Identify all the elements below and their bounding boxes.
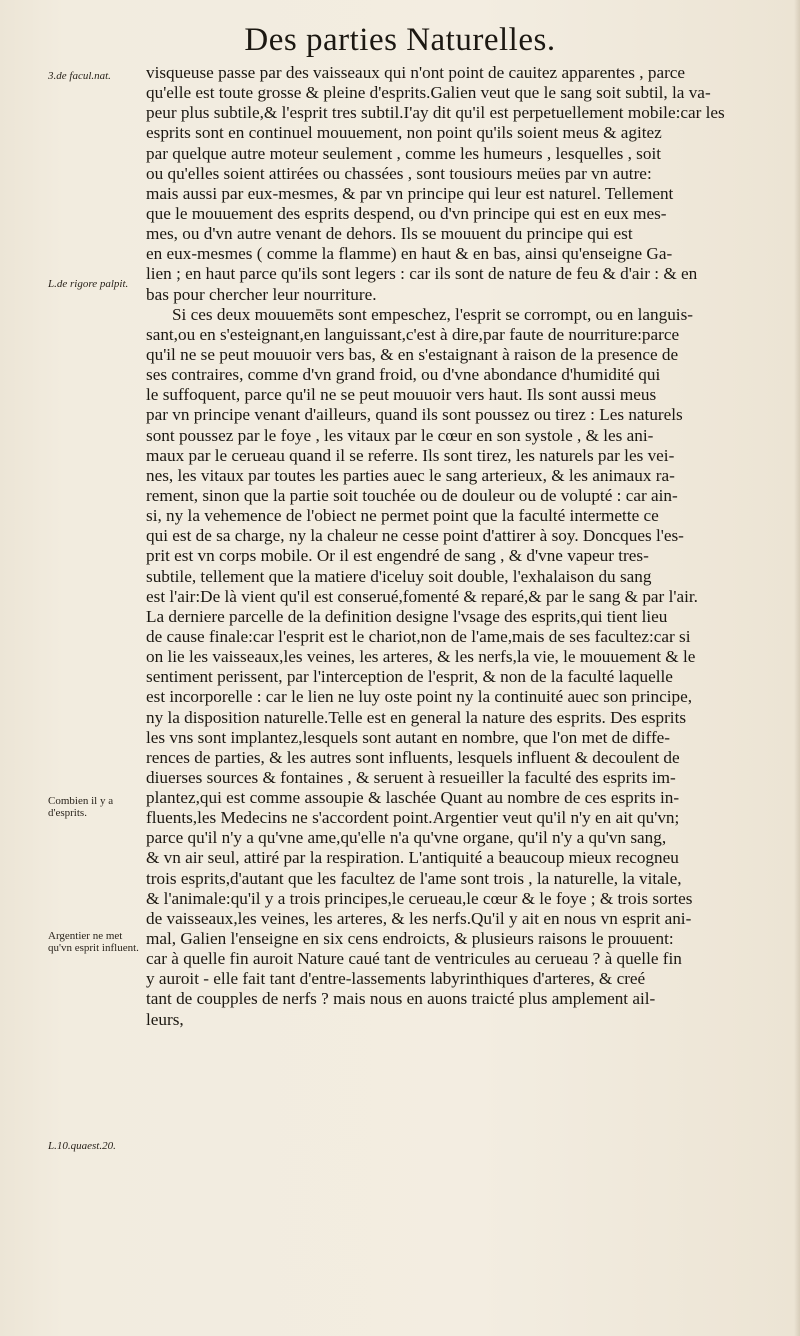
body-text-line: & l'animale:qu'il y a trois principes,le cerueau,le cœur & le foye ; & trois sortes bbox=[146, 888, 693, 908]
body-text-line: si, ny la vehemence de l'obiect ne permet point que la faculté intermette ce bbox=[146, 506, 659, 526]
body-text-line: rement, sinon que la partie soit touchée ou de douleur ou de volupté : car ain- bbox=[146, 485, 678, 505]
body-text-line: est l'air:De là vient qu'il est conserué,fomenté & reparé,& par le sang & par l'air. bbox=[146, 586, 698, 606]
body-text-line: tant de coupples de nerfs ? mais nous en auons traicté plus amplement ail- bbox=[146, 989, 656, 1009]
body-text-line: lien ; en haut parce qu'ils sont legers : car ils sont de nature de feu & d'air : & en bbox=[146, 264, 698, 284]
body-text-line: mes, ou d'vn autre venant de dehors. Ils se mouuent du principe qui est bbox=[146, 224, 633, 244]
body-text-line: mal, Galien l'enseigne en six cens endroicts, & plusieurs raisons le prouuent: bbox=[146, 929, 674, 949]
body-text-line: mais aussi par eux-mesmes, & par vn principe qui leur est naturel. Tellement bbox=[146, 183, 674, 203]
body-text-line: prit est vn corps mobile. Or il est engendré de sang , & d'vne vapeur tres- bbox=[146, 546, 649, 566]
body-text-line: est incorporelle : car le lien ne luy oste point ny la continuité auec son principe, bbox=[146, 687, 693, 707]
body-text-line: trois esprits,d'autant que les facultez de l'ame sont trois , la naturelle, la vitale, bbox=[146, 868, 682, 888]
body-text-line: sont poussez par le foye , les vitaux par le cœur en son systole , & les ani- bbox=[146, 425, 654, 445]
body-text-line: ses contraires, comme d'vn grand froid, ou d'vne abondance d'humidité qui bbox=[146, 365, 661, 385]
body-text-line: les vns sont implantez,lesquels sont autant en nombre, que l'on met de diffe- bbox=[146, 727, 671, 747]
body-text-line: sant,ou en s'esteignant,en languissant,c'est à dire,par faute de nourriture:parce bbox=[146, 324, 680, 344]
body-text-line: maux par le cerueau quand il se referre. Ils sont tirez, les naturels par les vei- bbox=[146, 445, 675, 465]
body-text-line: La derniere parcelle de la definition designe l'vsage des esprits,qui tient lieu bbox=[146, 606, 668, 626]
body-text-block bbox=[146, 63, 794, 1030]
body-text-line: esprits sont en continuel mouuement, non point qu'ils soient meus & agitez bbox=[146, 123, 662, 143]
body-text-line: le suffoquent, parce qu'il ne se peut mouuoir vers haut. Ils sont aussi meus bbox=[146, 385, 657, 405]
body-text-line: de cause finale:car l'esprit est le chariot,non de l'ame,mais de ses facultez:car si bbox=[146, 626, 691, 646]
body-text-line: qu'il ne se peut mouuoir vers bas, & en s'estaignant à raison de la presence de bbox=[146, 344, 679, 364]
margin-note: L.de rigore palpit. bbox=[48, 278, 129, 290]
body-text-line: de vaisseaux,les veines, les arteres, & les nerfs.Qu'il y ait en nous vn esprit ani- bbox=[146, 908, 692, 928]
body-text-line: par quelque autre moteur seulement , comme les humeurs , lesquelles , soit bbox=[146, 143, 662, 163]
body-text-line: leurs, bbox=[146, 1009, 184, 1029]
margin-note: L.10.quaest.20. bbox=[48, 1140, 116, 1152]
page-header-title: Des parties Naturelles. bbox=[244, 22, 556, 58]
body-text-line: fluents,les Medecins ne s'accordent point.Argentier veut qu'il n'y en ait qu'vn; bbox=[146, 808, 680, 828]
body-text-line: peur plus subtile,& l'esprit tres subtil.I'ay dit qu'il est perpetuellement mobile:car les bbox=[146, 103, 725, 123]
margin-notes-column bbox=[0, 0, 148, 1336]
body-text-line: en eux-mesmes ( comme la flamme) en haut & en bas, ainsi qu'enseigne Ga- bbox=[146, 244, 673, 264]
body-text-line: par vn principe venant d'ailleurs, quand ils sont poussez ou tirez : Les naturels bbox=[146, 405, 683, 425]
margin-note: 3.de facul.nat. bbox=[48, 70, 111, 82]
margin-note: Argentier ne met qu'vn esprit influent. bbox=[48, 930, 139, 954]
body-text-line: car à quelle fin auroit Nature caué tant de ventricules au cerueau ? à quelle fin bbox=[146, 949, 682, 969]
body-text-line: ou qu'elles soient attirées ou chassées , sont tousiours meües par vn autre: bbox=[146, 163, 652, 183]
body-text-line: bas pour chercher leur nourriture. bbox=[146, 284, 377, 304]
body-text-line: diuerses sources & fontaines , & seruent à resueiller la faculté des esprits im- bbox=[146, 767, 676, 787]
body-text-line: on lie les vaisseaux,les veines, les arteres, & les nerfs,la vie, le mouuement & le bbox=[146, 647, 696, 667]
margin-note: Combien il y a d'esprits. bbox=[48, 795, 114, 819]
body-text-line: parce qu'il n'y a qu'vne ame,qu'elle n'a qu'vne organe, qu'il n'y a qu'vn sang, bbox=[146, 828, 667, 848]
body-text-line: nes, les vitaux par toutes les parties auec le sang arterieux, & les animaux ra- bbox=[146, 465, 675, 485]
body-text-line: y auroit - elle fait tant d'entre-lassements labyrinthiques d'arteres, & creé bbox=[146, 969, 646, 989]
body-text-line: visqueuse passe par des vaisseaux qui n'ont point de cauitez apparentes , parce bbox=[146, 63, 686, 82]
body-text-line: qu'elle est toute grosse & pleine d'esprits.Galien veut que le sang soit subtil, la va- bbox=[146, 83, 711, 103]
body-text-line: subtile, tellement que la matiere d'iceluy soit double, l'exhalaison du sang bbox=[146, 566, 652, 586]
body-text-line: sentiment perissent, par l'interception de l'esprit, & non de la faculté laquelle bbox=[146, 667, 673, 687]
body-text-line: qui est de sa charge, ny la chaleur ne cesse point d'attirer à soy. Doncques l'es- bbox=[146, 526, 684, 546]
body-text-line: & vn air seul, attiré par la respiration. L'antiquité a beaucoup mieux recogneu bbox=[146, 848, 679, 868]
body-text-line: Si ces deux mouuemēts sont empeschez, l'esprit se corrompt, ou en languis- bbox=[172, 304, 693, 324]
body-text-line: que le mouuement des esprits despend, ou d'vn principe qui est en eux mes- bbox=[146, 203, 667, 223]
page-edge-shadow bbox=[794, 0, 800, 1336]
body-text-line: ny la disposition naturelle.Telle est en general la nature des esprits. Des esprits bbox=[146, 707, 687, 727]
body-text-line: rences de parties, & les autres sont influents, lesquels influent & decoulent de bbox=[146, 747, 680, 767]
body-text-line: plantez,qui est comme assoupie & laschée Quant au nombre de ces esprits in- bbox=[146, 788, 680, 808]
